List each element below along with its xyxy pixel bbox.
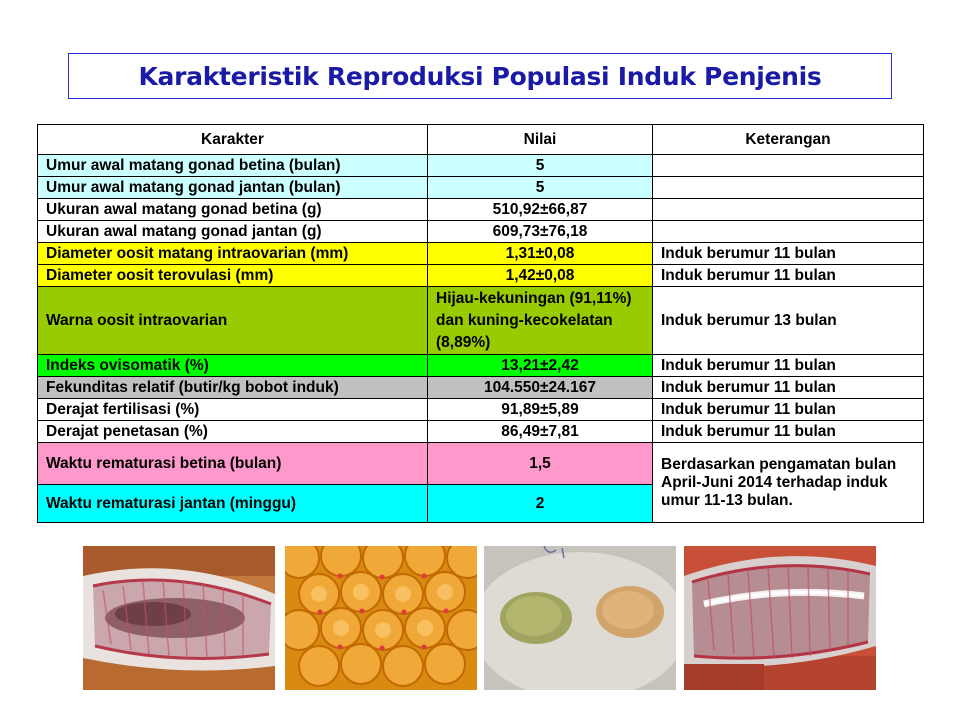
fish-testis-dissection-photo (684, 546, 876, 690)
nilai-cell: 2 (428, 485, 653, 523)
karakter-cell: Waktu rematurasi betina (bulan) (38, 443, 428, 485)
karakter-cell: Umur awal matang gonad betina (bulan) (38, 155, 428, 177)
table-row (38, 199, 924, 221)
table-row (38, 155, 924, 177)
table-row (38, 287, 924, 355)
header-karakter: Karakter (38, 125, 428, 155)
header-keterangan: Keterangan (653, 125, 924, 155)
karakter-cell: Ukuran awal matang gonad betina (g) (38, 199, 428, 221)
karakter-cell: Ukuran awal matang gonad jantan (g) (38, 221, 428, 243)
reproduction-table (37, 124, 924, 523)
slide-title: Karakteristik Reproduksi Populasi Induk Penjenis (138, 61, 822, 91)
oocyte-samples-dish-photo (484, 546, 676, 690)
table-row (38, 177, 924, 199)
merged-keterangan-cell: Berdasarkan pengamatan bulan April-Juni 2014 terhadap induk umur 11-13 bulan. (653, 443, 924, 523)
nilai-cell: 91,89±5,89 (428, 399, 653, 421)
table-row (38, 221, 924, 243)
karakter-cell: Warna oosit intraovarian (38, 287, 428, 355)
nilai-cell: 104.550±24.167 (428, 377, 653, 399)
table-row (38, 443, 924, 485)
keterangan-cell: Induk berumur 11 bulan (653, 399, 924, 421)
nilai-cell: 13,21±2,42 (428, 355, 653, 377)
keterangan-cell: Induk berumur 11 bulan (653, 421, 924, 443)
table-row (38, 243, 924, 265)
karakter-cell: Derajat fertilisasi (%) (38, 399, 428, 421)
table-row (38, 265, 924, 287)
keterangan-cell: Induk berumur 13 bulan (653, 287, 924, 355)
nilai-cell: 5 (428, 177, 653, 199)
karakter-cell: Diameter oosit terovulasi (mm) (38, 265, 428, 287)
keterangan-cell: Induk berumur 11 bulan (653, 377, 924, 399)
fish-ovary-dissection-photo (83, 546, 275, 690)
header-nilai: Nilai (428, 125, 653, 155)
keterangan-cell (653, 199, 924, 221)
nilai-cell: 86,49±7,81 (428, 421, 653, 443)
keterangan-cell (653, 155, 924, 177)
karakter-cell: Diameter oosit matang intraovarian (mm) (38, 243, 428, 265)
keterangan-cell: Induk berumur 11 bulan (653, 355, 924, 377)
nilai-cell: 1,5 (428, 443, 653, 485)
oocytes-microscope-photo (285, 546, 477, 690)
keterangan-cell: Induk berumur 11 bulan (653, 243, 924, 265)
keterangan-cell (653, 221, 924, 243)
nilai-cell: 510,92±66,87 (428, 199, 653, 221)
table-row (38, 421, 924, 443)
table-row (38, 355, 924, 377)
table-row (38, 377, 924, 399)
nilai-cell: 1,31±0,08 (428, 243, 653, 265)
karakter-cell: Indeks ovisomatik (%) (38, 355, 428, 377)
title-box (68, 53, 892, 99)
nilai-cell: Hijau-kekuningan (91,11%) dan kuning-kecokelatan (8,89%) (428, 287, 653, 355)
nilai-cell: 5 (428, 155, 653, 177)
karakter-cell: Fekunditas relatif (butir/kg bobot induk) (38, 377, 428, 399)
karakter-cell: Waktu rematurasi jantan (minggu) (38, 485, 428, 523)
photo-strip (0, 546, 960, 690)
table-row (38, 399, 924, 421)
table-header-row (38, 125, 924, 155)
keterangan-cell: Induk berumur 11 bulan (653, 265, 924, 287)
nilai-cell: 1,42±0,08 (428, 265, 653, 287)
karakter-cell: Derajat penetasan (%) (38, 421, 428, 443)
keterangan-cell (653, 177, 924, 199)
karakter-cell: Umur awal matang gonad jantan (bulan) (38, 177, 428, 199)
nilai-cell: 609,73±76,18 (428, 221, 653, 243)
